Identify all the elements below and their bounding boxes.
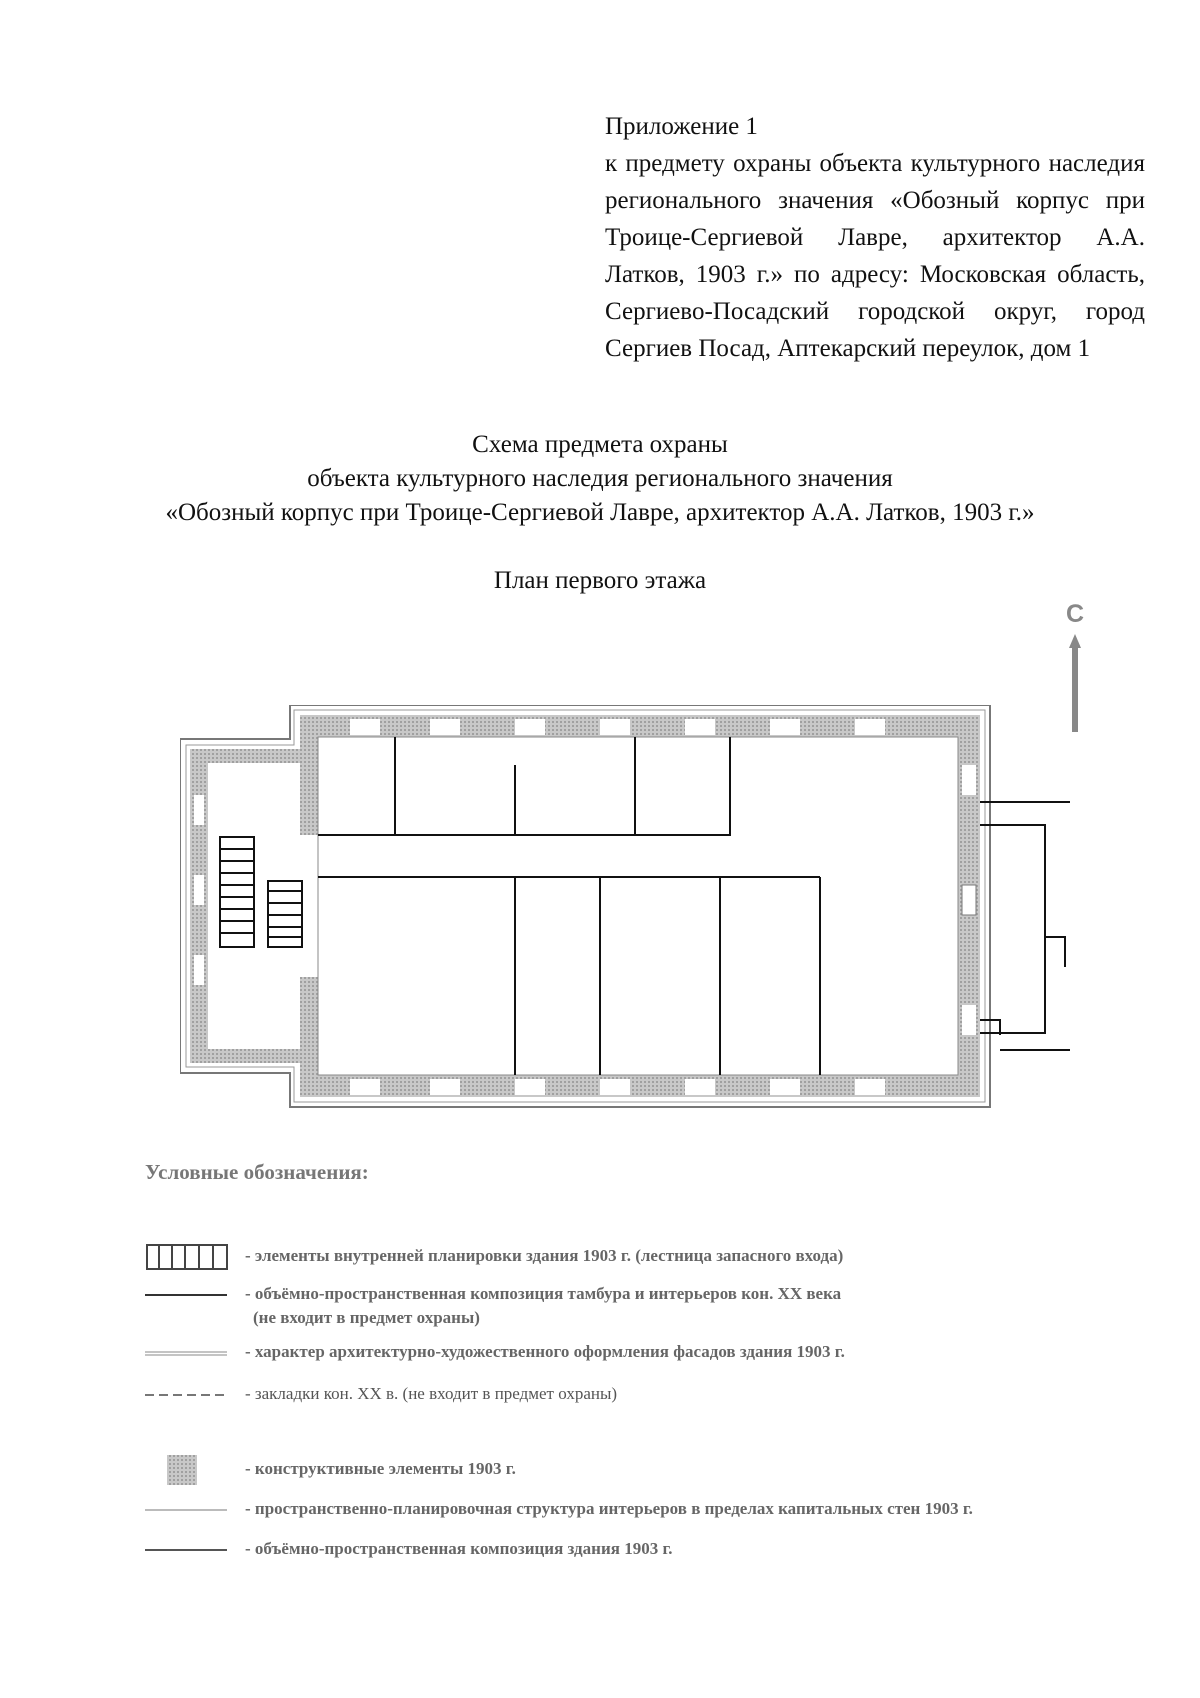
appendix-block: [605, 108, 1145, 367]
dark-line-icon: [145, 1535, 230, 1565]
facade-line-icon: [145, 1338, 230, 1368]
legend-text-facade: - характер архитектурно-художественного оформления фасадов здания 1903 г.: [245, 1342, 845, 1361]
legend-text-interior: - пространственно-планировочная структура интерьеров в пределах капитальных стен 1903 г.: [245, 1499, 973, 1518]
appendix-title: Приложение 1: [605, 113, 758, 140]
hatch-square-icon: [145, 1455, 230, 1485]
scheme-heading-line2: объекта культурного наследия регионального значения: [307, 465, 893, 492]
north-letter: С: [1065, 600, 1085, 628]
legend-title: Условные обозначения:: [145, 1160, 369, 1184]
legend-text-stairs: - элементы внутренней планировки здания 1903 г. (лестница запасного входа): [245, 1246, 844, 1265]
scheme-heading-line3: «Обозный корпус при Троице-Сергиевой Лавре, архитектор А.А. Латков, 1903 г.»: [165, 499, 1035, 526]
thin-line-icon: [145, 1280, 230, 1310]
appendix-body: к предмету охраны объекта культурного наследия регионального значения «Обозный корпус при Троице-Сергиевой Лавре, архитектор А.А. Латков, 1903 г.» по адресу: Московская область, Сергиево-Посадский городской округ, город Сергиев Посад, Аптекарский переулок, дом 1: [605, 150, 1145, 362]
floor-plan: [180, 705, 1080, 1130]
legend-text-constructive: - конструктивные элементы 1903 г.: [245, 1459, 516, 1478]
legend-text-volume: - объёмно-пространственная композиция здания 1903 г.: [245, 1539, 673, 1558]
scheme-heading-line1: Схема предмета охраны: [472, 431, 728, 458]
legend-text-dashed: - закладки кон. XX в. (не входит в предмет охраны): [245, 1384, 618, 1403]
plan-title: План первого этажа: [493, 567, 707, 594]
legend-text-vestibule: - объёмно-пространственная композиция тамбура и интерьеров кон. XX века: [245, 1284, 842, 1303]
dashed-line-icon: [145, 1380, 230, 1410]
light-line-icon: [145, 1495, 230, 1525]
stair-hatch-icon: [145, 1242, 230, 1272]
legend-text-vestibule-note: (не входит в предмет охраны): [253, 1308, 480, 1327]
